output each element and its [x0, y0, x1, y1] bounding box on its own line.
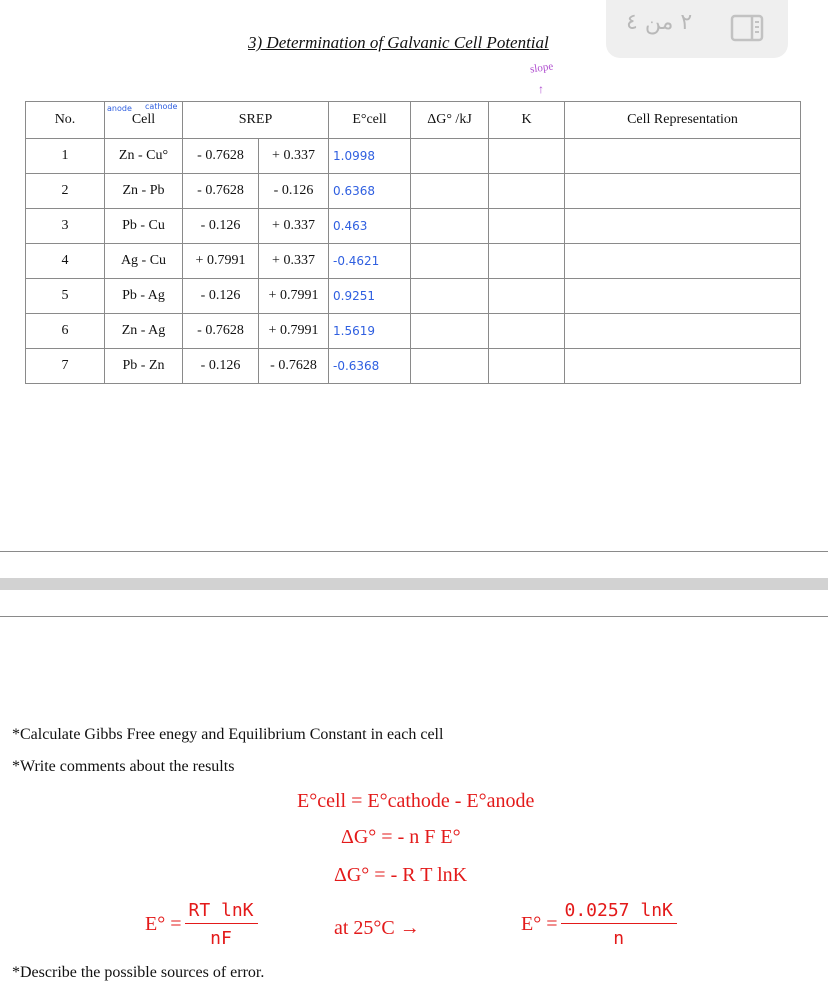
row-cell: Ag - Cu	[105, 244, 183, 279]
sidebar-toggle-icon[interactable]	[730, 14, 764, 47]
fraction-numerator: 0.0257 lnK	[561, 900, 677, 924]
row-no: 6	[26, 314, 105, 349]
row-ecell-handwritten: -0.6368	[329, 349, 411, 384]
section-title: 3) Determination of Galvanic Cell Potential	[248, 33, 549, 52]
row-srep-cathode: + 0.337	[259, 244, 329, 279]
page-indicator-text: ٢ من ٤	[626, 10, 693, 35]
fraction	[561, 900, 677, 949]
row-srep-anode: + 0.7991	[183, 244, 259, 279]
row-k-empty	[489, 244, 565, 279]
row-srep-anode: - 0.7628	[183, 174, 259, 209]
row-no: 4	[26, 244, 105, 279]
row-srep-cathode: + 0.7991	[259, 314, 329, 349]
header-no: No.	[26, 102, 105, 139]
question-errors: *Describe the possible sources of error.	[12, 964, 265, 981]
fraction	[185, 900, 258, 949]
header-k: K	[489, 102, 565, 139]
row-representation-empty	[565, 314, 801, 349]
row-cell: Pb - Cu	[105, 209, 183, 244]
row-representation-empty	[565, 174, 801, 209]
header-cell	[105, 102, 183, 139]
row-srep-cathode: - 0.126	[259, 174, 329, 209]
row-srep-cathode: + 0.337	[259, 139, 329, 174]
handwritten-slope-note: slope	[529, 60, 554, 76]
row-representation-empty	[565, 209, 801, 244]
table-row	[26, 279, 801, 314]
row-no: 7	[26, 349, 105, 384]
row-dg-empty	[411, 279, 489, 314]
row-representation-empty	[565, 244, 801, 279]
row-srep-cathode: + 0.337	[259, 209, 329, 244]
anode-note: anode	[107, 104, 132, 113]
formula-ecell: E°cell = E°cathode - E°anode	[297, 790, 535, 812]
row-ecell-handwritten: 0.463	[329, 209, 411, 244]
row-ecell-handwritten: 0.6368	[329, 174, 411, 209]
row-ecell-handwritten: -0.4621	[329, 244, 411, 279]
row-dg-empty	[411, 139, 489, 174]
header-cell-label: Cell	[131, 112, 156, 127]
row-dg-empty	[411, 244, 489, 279]
formula-dg-rtlnk: ΔG° = - R T lnK	[334, 864, 468, 886]
row-cell: Pb - Ag	[105, 279, 183, 314]
row-srep-cathode: + 0.7991	[259, 279, 329, 314]
fraction-denominator: nF	[210, 928, 232, 949]
table-row	[26, 174, 801, 209]
table-row	[26, 139, 801, 174]
row-k-empty	[489, 139, 565, 174]
row-srep-cathode: - 0.7628	[259, 349, 329, 384]
row-no: 1	[26, 139, 105, 174]
galvanic-cell-table	[25, 101, 801, 384]
page-divider	[0, 616, 828, 617]
row-no: 2	[26, 174, 105, 209]
row-dg-empty	[411, 209, 489, 244]
fraction-denominator: n	[613, 928, 625, 949]
row-dg-empty	[411, 174, 489, 209]
row-no: 3	[26, 209, 105, 244]
fraction-numerator: RT lnK	[185, 900, 258, 924]
row-no: 5	[26, 279, 105, 314]
fraction-lhs: E° =	[521, 913, 558, 935]
row-ecell-handwritten: 1.0998	[329, 139, 411, 174]
row-srep-anode: - 0.7628	[183, 314, 259, 349]
row-cell: Zn - Pb	[105, 174, 183, 209]
row-k-empty	[489, 314, 565, 349]
fraction-lhs: E° =	[145, 913, 182, 935]
header-cell-representation: Cell Representation	[565, 102, 801, 139]
row-representation-empty	[565, 349, 801, 384]
row-k-empty	[489, 349, 565, 384]
row-representation-empty	[565, 279, 801, 314]
row-dg-empty	[411, 314, 489, 349]
row-cell: Zn - Cu°	[105, 139, 183, 174]
row-srep-anode: - 0.126	[183, 349, 259, 384]
row-cell: Pb - Zn	[105, 349, 183, 384]
table-row	[26, 314, 801, 349]
formula-nernst-25c	[521, 900, 677, 949]
row-k-empty	[489, 209, 565, 244]
header-srep: SREP	[183, 102, 329, 139]
table-row	[26, 349, 801, 384]
page-indicator-badge	[606, 0, 788, 58]
table-row	[26, 244, 801, 279]
row-srep-anode: - 0.126	[183, 279, 259, 314]
header-dg: ΔG° /kJ	[411, 102, 489, 139]
row-dg-empty	[411, 349, 489, 384]
question-comments: *Write comments about the results	[12, 758, 235, 775]
question-calculate: *Calculate Gibbs Free enegy and Equilibrium Constant in each cell	[12, 726, 444, 743]
row-representation-empty	[565, 139, 801, 174]
cathode-note: cathode	[145, 102, 178, 111]
formula-at-25c: at 25°C →	[334, 917, 420, 939]
handwritten-arrow: ↑	[538, 82, 544, 96]
page-divider	[0, 551, 828, 552]
table-row	[26, 209, 801, 244]
formula-nernst-general	[145, 900, 258, 949]
row-ecell-handwritten: 0.9251	[329, 279, 411, 314]
row-k-empty	[489, 279, 565, 314]
row-srep-anode: - 0.7628	[183, 139, 259, 174]
page-break-band	[0, 578, 828, 590]
row-k-empty	[489, 174, 565, 209]
row-ecell-handwritten: 1.5619	[329, 314, 411, 349]
row-cell: Zn - Ag	[105, 314, 183, 349]
header-ecell: E°cell	[329, 102, 411, 139]
formula-dg-nfe: ΔG° = - n F E°	[341, 826, 461, 848]
row-srep-anode: - 0.126	[183, 209, 259, 244]
table-header-row	[26, 102, 801, 139]
